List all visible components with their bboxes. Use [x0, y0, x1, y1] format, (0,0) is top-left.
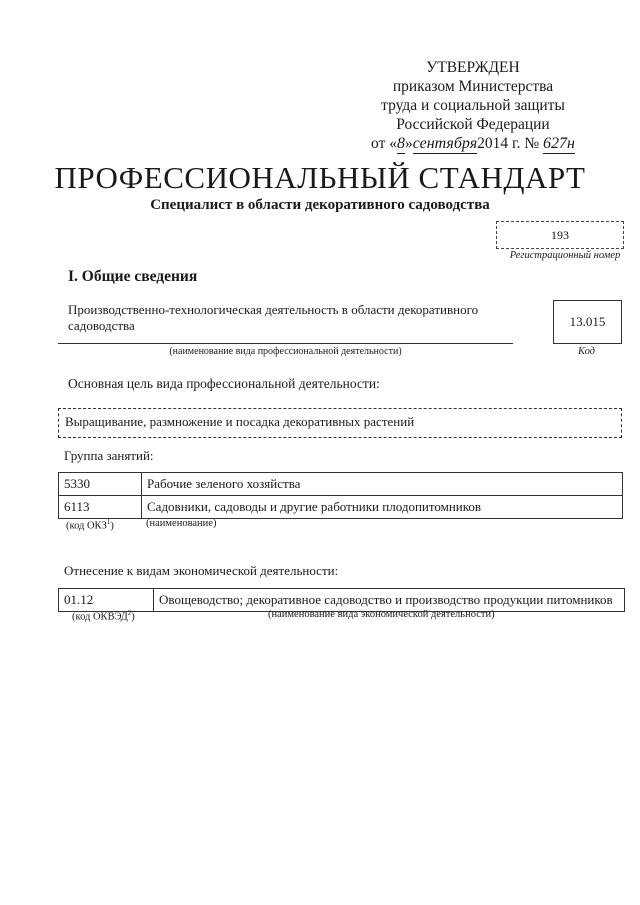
footnote-ref[interactable]: 2: [127, 609, 132, 617]
section-heading: I. Общие сведения: [68, 268, 198, 285]
handwritten-order-number: 627н: [543, 135, 575, 152]
registration-number-box: 193: [496, 221, 624, 249]
okved-caption-text: (код ОКВЭД: [72, 611, 128, 623]
occupation-table: [58, 472, 623, 519]
goal-box: [58, 408, 622, 438]
approval-ministry-line: труда и социальной защиты: [381, 97, 565, 114]
activity-code-box: 13.015: [553, 300, 622, 344]
goal-text: Выращивание, размножение и посадка декоративных растений: [65, 414, 415, 429]
economic-activity-heading: Отнесение к видам экономической деятельности:: [64, 563, 339, 578]
document-subtitle: Специалист в области декоративного садоводства: [150, 197, 490, 213]
activity-caption: (наименование вида профессиональной деятельности): [169, 346, 402, 357]
occupation-name: Рабочие зеленого хозяйства: [142, 473, 623, 496]
handwritten-day: 8: [396, 135, 405, 152]
footnote-ref[interactable]: 1: [106, 518, 111, 526]
approval-stamp: [358, 58, 588, 154]
okz-caption-text: (код ОКЗ: [66, 520, 107, 532]
registration-number-caption: Регистрационный номер: [509, 250, 621, 261]
approval-title: УТВЕРЖДЕН: [426, 59, 520, 76]
activity-underline: [58, 343, 513, 344]
table-row: [59, 473, 623, 496]
approval-order-line: приказом Министерства: [392, 78, 554, 95]
okved-code-caption: [72, 609, 135, 623]
date-year: 2014 г. №: [477, 135, 540, 152]
table-row: [59, 496, 623, 519]
document-title: ПРОФЕССИОНАЛЬНЫЙ СТАНДАРТ: [54, 160, 586, 195]
okved-name: Овощеводство; декоративное садоводство и производство продукции питомников: [154, 589, 625, 612]
approval-date-line: [358, 134, 588, 154]
occupation-code: 5330: [59, 473, 142, 496]
okved-name-caption: (наименование вида экономической деятельности): [268, 609, 495, 620]
okved-code: 01.12: [59, 589, 154, 612]
occupation-name: Садовники, садоводы и другие работники плодопитомников: [142, 496, 623, 519]
okz-code-caption: [66, 518, 114, 532]
okz-name-caption: (наименование): [146, 518, 217, 529]
occupation-code: 6113: [59, 496, 142, 519]
okved-caption-end: ): [131, 611, 135, 623]
code-caption: Код: [578, 346, 595, 357]
activity-name: Производственно-технологическая деятельность в области декоративного садоводства: [68, 302, 479, 333]
approval-country-line: Российской Федерации: [396, 116, 550, 133]
occupation-group-heading: Группа занятий:: [64, 448, 154, 463]
date-mid: »: [404, 135, 413, 152]
handwritten-month: сентября: [412, 135, 478, 152]
okz-caption-end: ): [110, 520, 114, 532]
goal-heading: Основная цель вида профессиональной деятельности:: [68, 376, 380, 391]
date-prefix: от «: [371, 135, 397, 152]
